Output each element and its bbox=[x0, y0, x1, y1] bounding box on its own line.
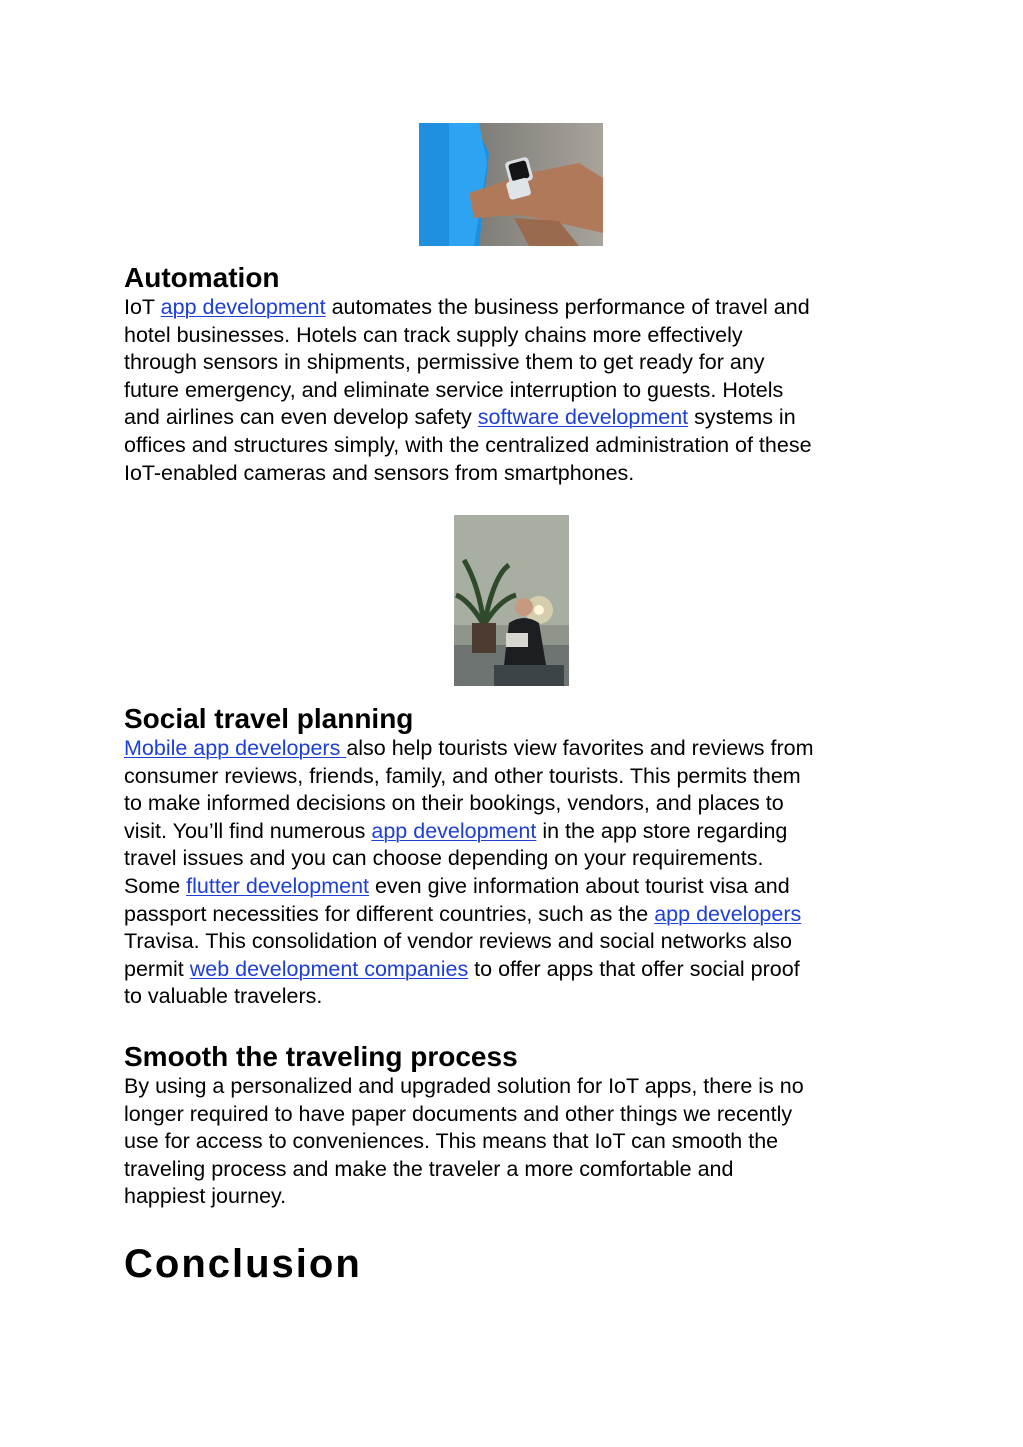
mobile-app-developers-link[interactable]: Mobile app developers bbox=[124, 736, 347, 760]
web-development-companies-link[interactable]: web development companies bbox=[189, 956, 469, 981]
text-run: Some bbox=[124, 873, 187, 898]
text-run: IoT-enabled cameras and sensors from smartphones. bbox=[124, 460, 635, 485]
text-run: future emergency, and eliminate service interruption to guests. Hotels bbox=[124, 377, 784, 402]
automation-paragraph bbox=[124, 294, 904, 487]
social-paragraph bbox=[124, 735, 904, 1011]
automation-section bbox=[124, 262, 904, 487]
flutter-development-link[interactable]: flutter development bbox=[186, 873, 369, 898]
text-run: through sensors in shipments, permissive them to get ready for any bbox=[124, 350, 765, 375]
text-run: travel issues and you can choose depending on your requirements. bbox=[124, 846, 764, 871]
text-run: in the app store regarding bbox=[536, 818, 788, 843]
text-run: to valuable travelers. bbox=[124, 984, 323, 1009]
smartwatch-photo bbox=[419, 123, 603, 246]
text-run: even give information about tourist visa and bbox=[369, 873, 790, 898]
smooth-paragraph bbox=[124, 1073, 904, 1211]
social-heading: Social travel planning bbox=[124, 703, 414, 734]
app-development-link[interactable]: app development bbox=[160, 295, 326, 319]
text-run: passport necessities for different countries, such as the bbox=[124, 901, 655, 926]
text-run: and airlines can even develop safety bbox=[124, 405, 478, 430]
text-run: automates the business performance of travel and bbox=[325, 295, 810, 319]
conclusion-heading: Conclusion bbox=[124, 1242, 362, 1286]
social-section bbox=[124, 703, 904, 1011]
text-run: use for access to conveniences. This means that IoT can smooth the bbox=[124, 1129, 779, 1154]
text-run: to make informed decisions on their bookings, vendors, and places to bbox=[124, 791, 784, 816]
text-run: systems in bbox=[688, 405, 796, 430]
text-run: IoT bbox=[124, 295, 161, 319]
text-run: happiest journey. bbox=[124, 1184, 287, 1209]
automation-heading: Automation bbox=[124, 262, 280, 293]
person-laptop-photo bbox=[454, 515, 569, 686]
app-developers-link[interactable]: app developers bbox=[654, 901, 802, 926]
text-run: permit bbox=[124, 956, 190, 981]
text-run: Travisa. This consolidation of vendor reviews and social networks also bbox=[124, 929, 793, 954]
text-run: hotel businesses. Hotels can track supply chains more effectively bbox=[124, 322, 743, 347]
text-run: to offer apps that offer social proof bbox=[468, 956, 800, 981]
text-run: visit. You’ll find numerous bbox=[124, 818, 372, 843]
text-run: also help tourists view favorites and reviews from bbox=[346, 736, 814, 760]
text-run: offices and structures simply, with the centralized administration of these bbox=[124, 432, 812, 457]
software-development-link[interactable]: software development bbox=[477, 405, 689, 430]
smooth-section bbox=[124, 1041, 904, 1211]
app-development-link-2[interactable]: app development bbox=[371, 818, 537, 843]
smooth-heading: Smooth the traveling process bbox=[124, 1041, 518, 1072]
text-run: traveling process and make the traveler a more comfortable and bbox=[124, 1156, 734, 1181]
text-run: longer required to have paper documents and other things we recently bbox=[124, 1101, 793, 1126]
text-run: consumer reviews, friends, family, and other tourists. This permits them bbox=[124, 763, 801, 788]
text-run: By using a personalized and upgraded solution for IoT apps, there is no bbox=[124, 1074, 804, 1098]
